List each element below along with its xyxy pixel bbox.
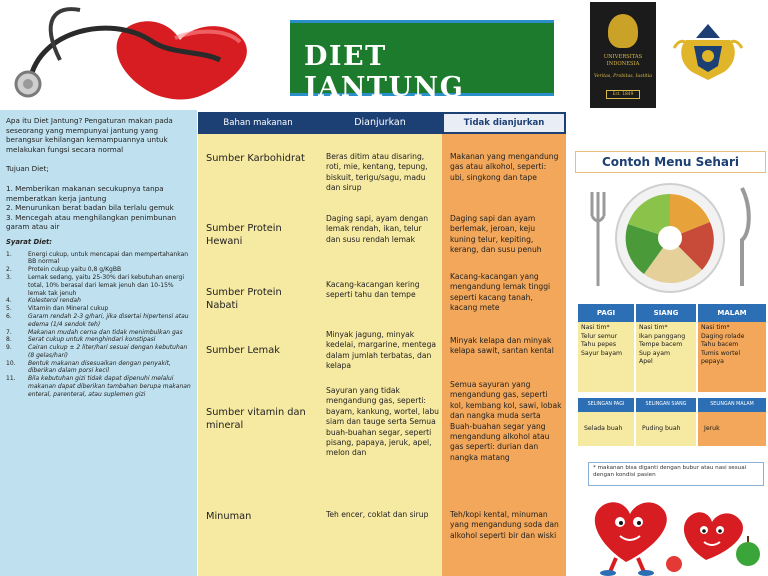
header-dianjurkan: Dianjurkan xyxy=(318,112,442,134)
info-panel xyxy=(0,110,197,576)
food-plate-image xyxy=(586,178,756,296)
makara-seal-icon xyxy=(608,14,638,48)
meal-item: Nasi tim* xyxy=(581,324,610,331)
category-protein-nabati: Sumber Protein Nabati xyxy=(206,287,282,311)
syarat-text: Vitamin dan Mineral cukup xyxy=(28,305,109,313)
syarat-title: Syarat Diet: xyxy=(6,237,53,246)
snack-header-pagi: SELINGAN PAGI xyxy=(578,398,634,412)
syarat-text: Cairan cukup ± 2 liter/hari sesuai dengan kebutuhan (8 gelas/hari) xyxy=(28,344,188,359)
syarat-item xyxy=(6,344,191,360)
syarat-list xyxy=(6,251,191,399)
syarat-item xyxy=(6,360,191,376)
syarat-number: 2. xyxy=(6,266,12,274)
tidak-karbohidrat: Makanan yang mengandung gas atau alkohol, seperti: ubi, singkong dan tape xyxy=(450,152,559,182)
university-logo xyxy=(590,2,656,108)
syarat-item xyxy=(6,313,191,329)
dianjurkan-minuman: Teh encer, coklat dan sirup xyxy=(326,510,429,519)
syarat-number: 6. xyxy=(6,312,12,320)
meal-header-pagi: PAGI xyxy=(578,304,634,322)
meal-list-malam xyxy=(698,322,766,392)
syarat-item xyxy=(6,375,191,398)
university-established: Est. 1849 xyxy=(606,90,640,99)
syarat-number: 9. xyxy=(6,344,12,352)
syarat-number: 1. xyxy=(6,250,12,258)
syarat-item xyxy=(6,305,191,313)
tidak-minuman: Teh/kopi kental, minuman yang mengandung soda dan alkohol seperti bir dan wiski xyxy=(450,510,559,540)
syarat-number: 11. xyxy=(6,375,16,383)
syarat-number: 5. xyxy=(6,305,12,313)
tujuan-list xyxy=(6,184,191,232)
faculty-crest-icon xyxy=(668,18,748,88)
tidak-lemak: Minyak kelapa dan minyak kelapa sawit, santan kental xyxy=(450,336,554,356)
intro-text: Apa itu Diet Jantung? Pengaturan makan pada seseorang yang mempunyai jantung yang berangsur kehilangan kemampuannya untuk melakukan fungsi secara normal xyxy=(6,116,173,154)
meal-header-siang: SIANG xyxy=(636,304,696,322)
diet-food-table xyxy=(198,112,566,576)
dianjurkan-karbohidrat: Beras ditim atau disaring, roti, mie, kentang, tepung, biskuit, terigu/sagu, madu dan sirup xyxy=(326,152,428,193)
syarat-number: 8. xyxy=(6,336,12,344)
syarat-text: Lemak sedang, yaitu 25-30% dari kebutuhan energi total, 10% berasal dari lemak jenuh dan 10-15% lemak tak jenuh xyxy=(28,273,185,297)
stethoscope-heart-icon xyxy=(0,0,290,110)
meal-header-malam: MALAM xyxy=(698,304,766,322)
syarat-number: 4. xyxy=(6,297,12,305)
heart-mascot-icon xyxy=(576,492,766,576)
meal-item: Tumis wortel xyxy=(701,349,741,357)
menu-footnote: * makanan bisa diganti dengan bubur atau nasi sesuai dengan kondisi pasien xyxy=(588,462,764,486)
category-minuman: Minuman xyxy=(206,511,252,522)
snack-item-pagi: Selada buah xyxy=(578,412,634,446)
tidak-protein-nabati: Kacang-kacangan yang mengandung lemak tinggi seperti kacang tanah, kacang mete xyxy=(450,272,551,313)
snack-item-siang: Puding buah xyxy=(636,412,696,446)
meal-item: Tahu bacem xyxy=(701,341,739,349)
meal-item: Sayur bayam xyxy=(581,349,623,357)
meal-item: Nasi tim* xyxy=(701,324,730,331)
syarat-text: Bentuk makanan disesuaikan dengan penyakit, diberikan dalam porsi kecil xyxy=(28,359,171,375)
syarat-text: Protein cukup yaitu 0,8 g/KgBB xyxy=(28,266,122,274)
tidak-protein-hewani: Daging sapi dan ayam berlemak, jeroan, keju kuning telur, kepiting, kerang, dan susu penuh xyxy=(450,214,542,255)
university-name xyxy=(590,54,656,67)
tujuan-title: Tujuan Diet; xyxy=(6,164,49,174)
snack-header-malam: SELINGAN MALAM xyxy=(698,398,766,412)
meal-item: Ikan panggang xyxy=(639,332,686,340)
university-name-line2: INDONESIA xyxy=(606,60,640,67)
syarat-item xyxy=(6,297,191,305)
meal-item: Tahu pepes xyxy=(581,341,617,349)
university-name-line1: UNIVERSITAS xyxy=(603,54,643,60)
dianjurkan-protein-nabati: Kacang-kacangan kering seperti tahu dan tempe xyxy=(326,280,420,300)
category-lemak: Sumber Lemak xyxy=(206,345,280,356)
syarat-item xyxy=(6,251,191,267)
stethoscope-heart-image xyxy=(0,0,290,110)
dianjurkan-protein-hewani: Daging sapi, ayam dengan lemak rendah, ikan, telur dan susu rendah lemak xyxy=(326,214,429,244)
meal-item: Nasi tim* xyxy=(639,324,668,331)
meal-list-pagi xyxy=(578,322,634,392)
university-motto: Veritas, Probitas, Iustitia xyxy=(594,74,652,79)
syarat-text: Makanan mudah cerna dan tidak menimbulkan gas xyxy=(28,328,183,336)
syarat-text: Serat cukup untuk menghindari konstipasi xyxy=(28,336,156,344)
meal-item: Daging rolade xyxy=(701,332,745,340)
tujuan-item: 1. Memberikan makanan secukupnya tanpa memberatkan kerja jantung xyxy=(6,183,164,203)
menu-title: Contoh Menu Sehari xyxy=(575,151,766,173)
syarat-number: 10. xyxy=(6,359,16,367)
syarat-item xyxy=(6,336,191,344)
tujuan-item: 3. Mencegah atau menghilangkan penimbunan garam atau air xyxy=(6,212,177,232)
syarat-text: Energi cukup, untuk mencapai dan mempertahankan BB normal xyxy=(28,250,189,266)
category-karbohidrat: Sumber Karbohidrat xyxy=(206,153,305,164)
syarat-item xyxy=(6,266,191,274)
heart-mascot-image xyxy=(576,492,766,576)
page-title: DIET JANTUNG xyxy=(304,41,465,103)
meal-list-siang xyxy=(636,322,696,392)
dianjurkan-vitamin-mineral: Sayuran yang tidak mengandung gas, seperti: bayam, kankung, wortel, labu siam dan tauge serta Semua buah-buahan segar, seperti pisang, papaya, jeruk, apel, melon dan xyxy=(326,386,439,458)
meal-item: pepaya xyxy=(701,358,724,366)
meal-item: Sup ayam xyxy=(639,349,671,357)
syarat-text: Kolesterol rendah xyxy=(28,297,81,305)
snack-header-siang: SELINGAN SIANG xyxy=(636,398,696,412)
title-banner xyxy=(290,20,554,103)
syarat-number: 3. xyxy=(6,273,12,281)
meal-item: Tempe bacem xyxy=(639,341,683,349)
category-protein-hewani: Sumber Protein Hewani xyxy=(206,223,282,247)
header-tidak-dianjurkan: Tidak dianjurkan xyxy=(442,112,566,134)
meal-item: Apel xyxy=(639,358,653,366)
header-bahan: Bahan makanan xyxy=(198,112,318,134)
syarat-text: Bila kebutuhan gizi tidak dapat dipenuhi melalui makanan dapat diberikan tambahan berupa makanan enteral, parenteral, atau suplemen gizi xyxy=(28,375,191,398)
syarat-item xyxy=(6,274,191,297)
tidak-vitamin-mineral: Semua sayuran yang mengandung gas, seperti kol, kembang kol, sawi, lobak dan nangka muda serta Buah-buahan segar yang mengandung alkohol atau gas seperti: durian dan nangka matang xyxy=(450,380,562,462)
snack-item-malam: Jeruk xyxy=(698,412,766,446)
meal-item: Telur semur xyxy=(581,332,618,340)
dianjurkan-lemak: Minyak jagung, minyak kedelai, margarine, mentega dalam jumlah terbatas, dan kelapa xyxy=(326,330,437,371)
syarat-number: 7. xyxy=(6,328,12,336)
category-vitamin-mineral: Sumber vitamin dan mineral xyxy=(206,407,306,431)
syarat-item xyxy=(6,329,191,337)
tujuan-item: 2. Menurunkan berat badan bila terlalu gemuk xyxy=(6,203,174,213)
plate-icon xyxy=(586,178,756,296)
syarat-text: Garam rendah 2-3 g/hari, jika disertai hipertensi atau edema (1/4 sendok teh) xyxy=(28,312,189,328)
